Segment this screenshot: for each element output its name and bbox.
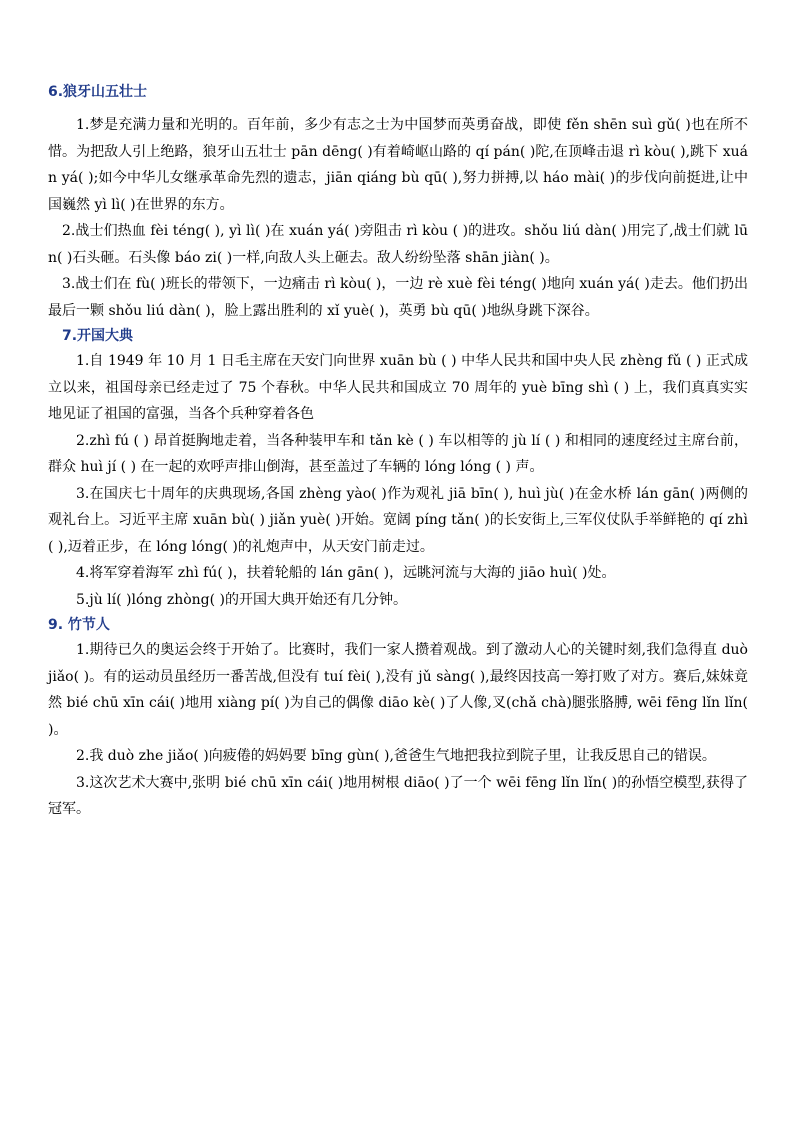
section-7-paragraph-4: 4.将军穿着海军 zhì fú( )，扶着轮船的 lán gān( )，远眺河流与大海的 jiāo huì( )处。 bbox=[76, 565, 616, 581]
section-6-paragraph-2: 2.战士们热血 fèi téng( ), yì lì( )在 xuán yá( )旁阻击 rì kòu ( )的进攻。shǒu liú dàn( )用完了,战士们就 lūn( )石头砸。石头像 báo zi( )一样,向敌人头上砸去。敌人纷纷坠落 shān jiàn( )。 bbox=[48, 223, 748, 266]
section-9-paragraph-3: 3.这次艺术大赛中,张明 bié chū xīn cái( )地用树根 diāo( )了一个 wēi fēng lǐn lǐn( )的孙悟空模型,获得了冠军。 bbox=[48, 774, 748, 817]
section-title-6: 6.狼牙山五壮士 bbox=[48, 84, 148, 100]
section-7-paragraph-1: 1.自 1949 年 10 月 1 日毛主席在天安门向世界 xuān bù ( ) 中华人民共和国中央人民 zhèng fǔ ( ) 正式成立以来，祖国母亲已经走过了 75 个春秋。中华人民共和国成立 70 周年的 yuè bīng shì ( ) 上，我们真真实实地见证了祖国的富强，当各个兵种穿着各色 bbox=[48, 353, 748, 422]
section-6-paragraph-3: 3.战士们在 fù( )班长的带领下，一边痛击 rì kòu( )，一边 rè xuè fèi téng( )地向 xuán yá( )走去。他们扔出最后一颗 shǒu liú dàn( )，脸上露出胜利的 xǐ yuè( )，英勇 bù qū( )地纵身跳下深谷。 bbox=[48, 276, 748, 319]
section-9-paragraph-1: 1.期待已久的奥运会终于开始了。比赛时，我们一家人攒着观战。到了激动人心的关键时刻,我们急得直 duò jiǎo( )。有的运动员虽经历一番苦战,但没有 tuí fèi( ),没有 jǔ sàng( ),最终因技高一筹打败了对方。赛后,妹妹竟然 bié chū xīn cái( )地用 xiàng pí( )为自己的偶像 diāo kè( )了人像,叉(chǎ chà)腿张胳膊, wēi fēng lǐn lǐn( )。 bbox=[48, 642, 748, 738]
section-6-paragraph-1: 1.梦是充满力量和光明的。百年前，多少有志之士为中国梦而英勇奋战，即使 fěn shēn suì gǔ( )也在所不惜。为把敌人引上绝路，狼牙山五壮士 pān dēng( )有着崎岖山路的 qí pán( )陀,在顶峰击退 rì kòu( ),跳下 xuán yá( );如今中华儿女继承革命先烈的遗志，jiān qiáng bù qū( ),努力拼搏,以 háo mài( )的步伐向前挺进,让中国巍然 yì lì( )在世界的东方。 bbox=[48, 117, 748, 213]
worksheet-content bbox=[48, 80, 748, 823]
section-title-7: 7.开国大典 bbox=[62, 328, 134, 344]
section-7-paragraph-2: 2.zhì fú ( ) 昂首挺胸地走着，当各种装甲车和 tǎn kè ( ) 车以相等的 jù lí ( ) 和相同的速度经过主席台前，群众 huì jí ( ) 在一起的欢呼声排山倒海，甚至盖过了车辆的 lóng lóng ( ) 声。 bbox=[48, 432, 748, 475]
section-title-9: 9. 竹节人 bbox=[48, 617, 110, 633]
section-9-paragraph-2: 2.我 duò zhe jiǎo( )向疲倦的妈妈要 bīng gùn( ),爸爸生气地把我拉到院子里，让我反思自己的错误。 bbox=[76, 748, 716, 764]
section-7-paragraph-3: 3.在国庆七十周年的庆典现场,各国 zhèng yào( )作为观礼 jiā bīn( ), huì jù( )在金水桥 lán gān( )两侧的观礼台上。习近平主席 xuān bù( ) jiǎn yuè( )开始。宽阔 píng tǎn( )的长安街上,三军仪仗队手举鲜艳的 qí zhì( ),迈着正步，在 lóng lóng( )的礼炮声中，从天安门前走过。 bbox=[48, 485, 748, 555]
section-7-paragraph-5: 5.jù lí( )lóng zhòng( )的开国大典开始还有几分钟。 bbox=[76, 591, 408, 608]
